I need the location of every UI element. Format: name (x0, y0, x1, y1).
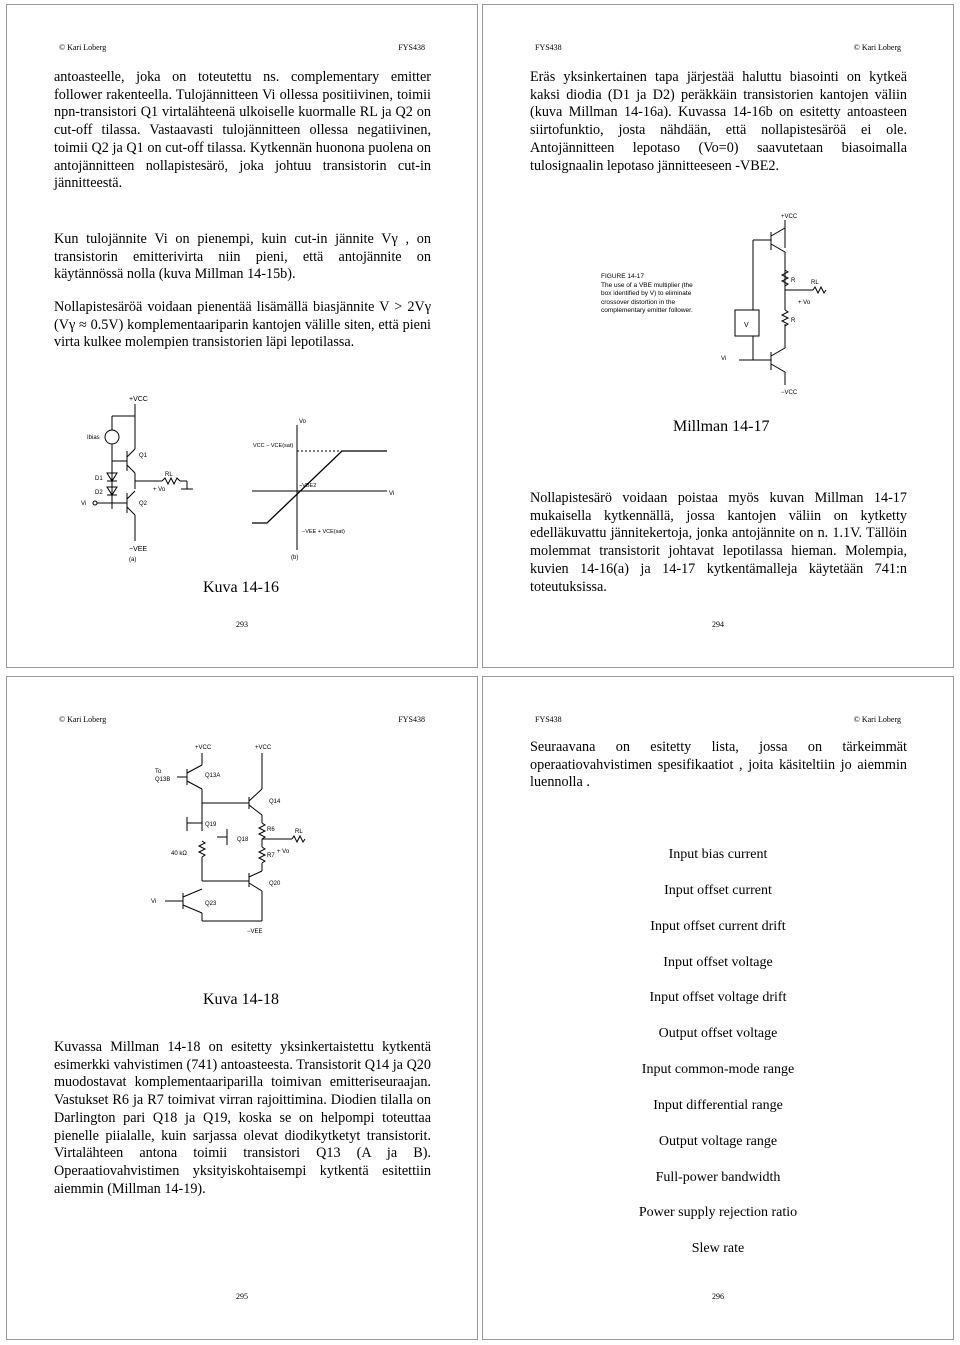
rl-label: RL (295, 829, 303, 835)
figure-14-18-schematic (147, 741, 332, 941)
q18-label: Q18 (237, 837, 249, 843)
paragraph-1: Eräs yksinkertainen tapa järjestää haluttu biasointi on kytkeä kaksi diodia (D1 ja D2) peräkkäin transistorien kantojen väliin (kuva Millman 14-16a). Kuvassa 14-16b on esitetty antoasteen siirtofunktio, josta nähdään, että nollapistesäröä ei ole. Antojännitteen lepotaso (Vo=0) saavutetaan biasoimalla tulosignaalin lepotaso jännitteeseen -VBE2. (530, 69, 907, 174)
d1-label: D1 (95, 476, 103, 482)
label-b: (b) (291, 555, 299, 561)
q20-label: Q20 (269, 881, 281, 887)
page-294 (482, 4, 954, 668)
spec-item: Input offset voltage drift (649, 990, 787, 1005)
vee-label: −VEE (247, 929, 263, 935)
paragraph-1: Seuraavana on esitetty lista, jossa on tärkeimmät operaatiovahvistimen spesifikaatiot , joita käsiteltiin jo aiemmin luennolla . (530, 739, 907, 791)
page-header-right: © Kari Loberg (853, 43, 901, 52)
spec-item: Input bias current (668, 847, 768, 862)
figure-14-16-schematic (77, 391, 227, 561)
page-header-right: FYS438 (398, 43, 425, 52)
vcc2-label: +VCC (255, 745, 272, 751)
page-number: 293 (236, 620, 248, 629)
spec-item: Input offset current (664, 883, 772, 898)
paragraph-3: Nollapistesäröä voidaan pienentää lisämällä biasjännite V > 2Vγ (Vγ ≈ 0.5V) komplementaariparin kantojen välille siten, että pieni virta kulkee molempien transistorien läpi lepotilassa. (54, 299, 431, 351)
ibias-label: Ibias (87, 435, 100, 441)
q14-label: Q14 (269, 799, 281, 805)
page-number: 296 (712, 1292, 724, 1301)
q13a-label: Q13A (205, 773, 221, 779)
spec-item: Input common-mode range (641, 1062, 795, 1077)
vi-label: Vi (81, 501, 87, 507)
page-295 (6, 676, 478, 1340)
vo-label: + Vo (277, 849, 290, 855)
page-header-right: FYS438 (398, 715, 425, 724)
q23-label: Q23 (205, 901, 217, 907)
spec-item: Input offset voltage (663, 955, 773, 970)
page-296 (482, 676, 954, 1340)
spec-item: Output voltage range (658, 1134, 778, 1149)
paragraph-2: Kun tulojännite Vi on pienempi, kuin cut-in jännite Vγ , on transistorin emitterivirta niin pieni, että antojännite on käytännössä nolla (kuva Millman 14-15b). (54, 231, 431, 283)
r40k-label: 40 kΩ (171, 851, 187, 857)
figure-caption: Kuva 14-16 (203, 579, 279, 596)
vbe2-label: −VBE2 (299, 483, 317, 489)
d2-label: D2 (95, 490, 103, 496)
r7-label: R7 (267, 853, 275, 859)
vee-label: −VCC (781, 390, 798, 396)
v-box-label: V (744, 322, 749, 329)
to-label: To (155, 769, 162, 775)
top-level-label: VCC − VCE(sat) (253, 443, 294, 449)
q1-label: Q1 (139, 453, 148, 459)
vo-label: + Vo (153, 487, 166, 493)
spec-item: Slew rate (691, 1241, 745, 1256)
paragraph-1: antoasteelle, joka on toteutettu ns. complementary emitter follower rakenteella. Tulojännitteen Vi ollessa positiivinen, toimii npn-transistori Q1 virtalähteenä ulkoiselle kuormalle RL ja Q2 on cut-off tilassa. Vastaavasti tulojännitteen ollessa negatiivinen, toimii Q2 ja Q1 on cut-off tilassa. Kytkennän huonona puolena on antojännitteen nollapistesärö, joka johtuu transistorin cut-in jännitteestä. (54, 69, 431, 192)
figure-14-16-transfer (247, 415, 407, 560)
page-number: 295 (236, 1292, 248, 1301)
page-number: 294 (712, 620, 724, 629)
vo-label: + Vo (798, 300, 811, 306)
spec-item: Power supply rejection ratio (638, 1205, 798, 1220)
r-label-2: R (791, 318, 796, 324)
label-a: (a) (129, 557, 137, 563)
paragraph-1: Kuvassa Millman 14-18 on esitetty yksinkertaistettu kytkentä esimerkki vahvistimen (741) antoasteesta. Transistorit Q14 ja Q20 muodostavat komplementaariparilla toimivan emitteriseuraajan. Vastukset R6 ja R7 toimivat virran rajoittimina. Diodien tilalla on Darlington pari Q18 ja Q19, koska se on helpompi toteuttaa pienelle piialalle, kuin sarjassa olevat diodikytketyt transistorit. Virtalähteen antona toimii transistori Q13 (A ja B). Operaatiovahvistimen yksityiskohtaisempi kytkentä esitettiin aiemmin (Millman 14-19). (54, 1039, 431, 1197)
vi-label: Vi (721, 356, 727, 362)
spec-item: Input differential range (653, 1098, 783, 1113)
r-label-1: R (791, 278, 796, 284)
figure-caption: Kuva 14-18 (203, 991, 279, 1008)
vo-axis-label: Vo (299, 419, 307, 425)
page-header-left: © Kari Loberg (59, 715, 107, 724)
vcc-label: +VCC (781, 214, 798, 220)
vee-label: −VEE (129, 546, 148, 553)
rl-label: RL (165, 472, 173, 478)
page-header-left: FYS438 (535, 43, 562, 52)
bottom-level-label: −VEE + VCE(sat) (302, 529, 345, 535)
rl-label: RL (811, 280, 819, 286)
figure-caption: Millman 14-17 (673, 418, 770, 435)
page-293 (6, 4, 478, 668)
vcc-label: +VCC (129, 396, 148, 403)
spec-item: Full-power bandwidth (655, 1170, 781, 1185)
page-header-right: © Kari Loberg (853, 715, 901, 724)
q2-label: Q2 (139, 501, 148, 507)
r6-label: R6 (267, 827, 275, 833)
vcc1-label: +VCC (195, 745, 212, 751)
spec-item: Output offset voltage (658, 1026, 778, 1041)
figure-box-text: FIGURE 14-17 The use of a VBE multiplier (the box identified by V) to eliminate crossover distortion in the complementary emitter follower. (601, 273, 693, 315)
q13b-label: Q13B (155, 777, 171, 783)
page-header-left: © Kari Loberg (59, 43, 107, 52)
vi-axis-label: Vi (389, 491, 395, 497)
spec-item: Input offset current drift (650, 919, 786, 934)
q19-label: Q19 (205, 822, 217, 828)
paragraph-2: Nollapistesärö voidaan poistaa myös kuvan Millman 14-17 mukaisella kytkennällä, jossa kantojen väliin on kytketty edelläkuvattu jännitekertoja, jonka antojännite on n. 1.1V. Tällöin molemmat transistorit johtavat lepotilassa hieman. Molempia, kuvien 14-16(a) ja 14-17 kytkentämalleja käytetään 741:n toteutuksissa. (530, 490, 907, 595)
figure-14-17-schematic (713, 210, 843, 395)
page-header-left: FYS438 (535, 715, 562, 724)
vi-label: Vi (151, 899, 157, 905)
